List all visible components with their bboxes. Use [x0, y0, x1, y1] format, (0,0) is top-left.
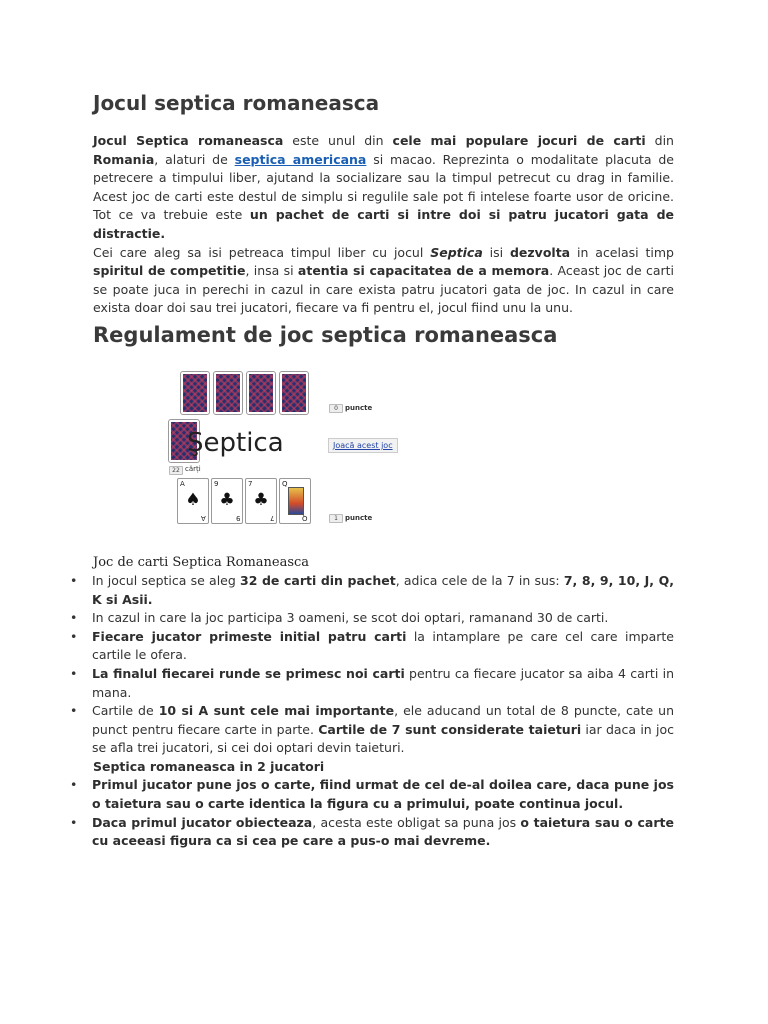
top-score-box: 0	[329, 404, 343, 413]
septica-game-image	[129, 370, 393, 542]
queen-portrait-icon	[288, 487, 304, 515]
list-item: • In jocul septica se aleg 32 de carti din pachet, adica cele de la 7 in sus: 7, 8, 9, 10, J, Q, K si Asii.	[92, 572, 674, 609]
list-item: • Daca primul jucator obiecteaza, acesta este obligat sa puna jos o taietura sau o carte cu aceeasi figura ca si cea pe care a pus-o mai devreme.	[92, 814, 674, 851]
opponent-card-4	[280, 372, 308, 414]
rules-list	[0, 572, 674, 758]
second-paragraph: Cei care aleg sa isi petreaca timpul liber cu jocul Septica isi dezvolta in acelasi timp spiritul de competitie, insa si atentia si capacitatea de a memora. Aceast joc de carti se poate juca in perechi in cazul in care exista patru jucatori gata de joc. In cazul in care exista doar doi sau trei jucatori, fiecare va fi pentru el, jocul fiind unu la unu.	[93, 244, 675, 316]
list-item: • Fiecare jucator primeste initial patru carti la intamplare pe care cel care imparte cartile le ofera.	[92, 628, 674, 665]
game-title: Şeptica	[187, 427, 284, 458]
hand-card-nine-clubs: 9 ♣ 9	[211, 478, 243, 524]
septica-americana-link[interactable]: septica americana	[234, 151, 367, 167]
list-item: • In cazul in care la joc participa 3 oameni, se scot doi optari, ramanand 30 de carti.	[92, 609, 674, 628]
hand-card-seven-clubs: 7 ♣ 7	[245, 478, 277, 524]
list-item: • Cartile de 10 si A sunt cele mai importante, ele aducand un total de 8 puncte, cate un punct pentru fiecare carte in parte. Cartile de 7 sunt considerate taieturi iar daca in joc se afla trei jucatori, si cei doi optari devin taieturi.	[92, 702, 674, 758]
page-title: Jocul septica romaneasca	[93, 91, 380, 115]
hand-card-queen-diamonds: Q Q	[279, 478, 311, 524]
opponent-card-1	[181, 372, 209, 414]
deck-count-label: cărți	[185, 464, 201, 473]
two-player-heading: Septica romaneasca in 2 jucatori	[93, 758, 325, 774]
bottom-score-box: 1	[329, 514, 343, 523]
list-item: • La finalul fiecarei runde se primesc noi carti pentru ca fiecare jucator sa aiba 4 carti in mana.	[92, 665, 674, 702]
deck-count-box: 22	[169, 466, 183, 475]
hand-card-ace-spades: A ♠ A	[177, 478, 209, 524]
opponent-card-3	[247, 372, 275, 414]
intro-paragraph: Jocul Septica romaneasca este unul din cele mai populare jocuri de carti din Romania, alaturi de septica americana si macao. Reprezinta o modalitate placuta de petrecere a timpului liber, ajutand la socializare sau la timpul petrecut cu drag in familie. Acest joc de carti este destul de simplu si regulile sale pot fi intelese foarte usor de oricine. Tot ce va trebuie este un pachet de carti si intre doi si patru jucatori gata de distractie.	[93, 133, 674, 241]
bottom-score-label: puncte	[345, 513, 373, 522]
section-title: Regulament de joc septica romaneasca	[93, 322, 558, 347]
rules-list-wrap	[0, 572, 674, 758]
image-caption: Joc de carti Septica Romaneasca	[93, 554, 310, 570]
two-player-list	[0, 776, 674, 850]
document-page	[93, 88, 674, 851]
two-player-list-wrap	[0, 776, 674, 850]
top-score-label: puncte	[345, 403, 373, 412]
opponent-card-2	[214, 372, 242, 414]
play-game-button[interactable]: Joacă acest joc	[328, 438, 398, 453]
list-item: • Primul jucator pune jos o carte, fiind urmat de cel de-al doilea care, daca pune jos o taietura sau o carte identica la figura cu a primului, poate continua jocul.	[92, 776, 674, 813]
